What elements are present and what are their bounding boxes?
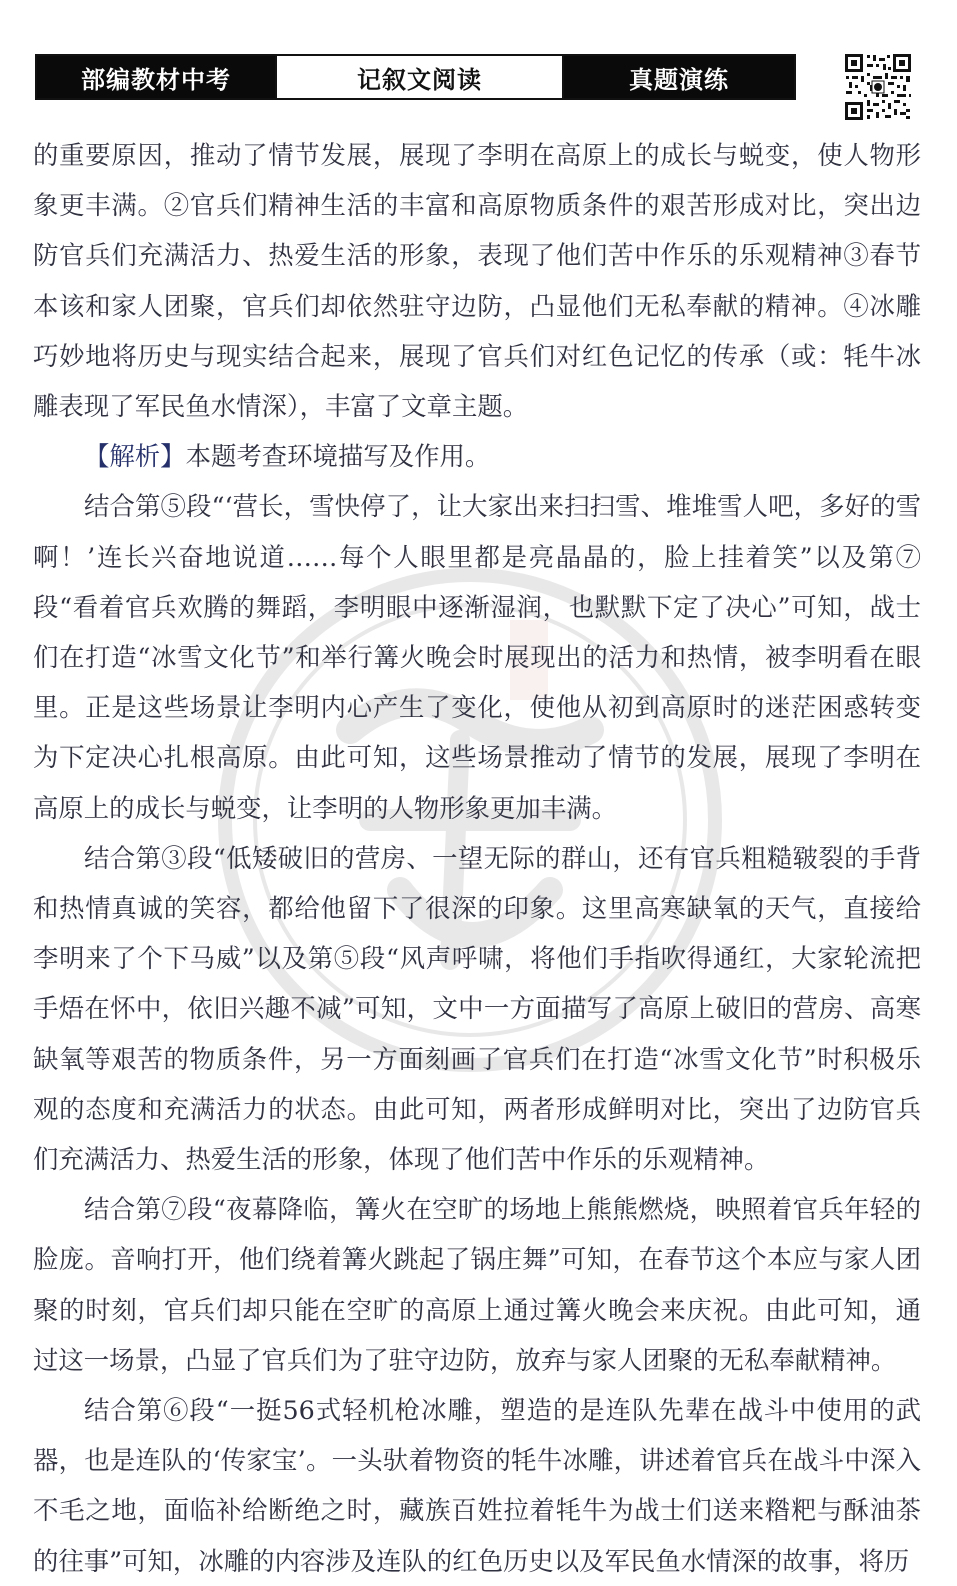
header-center-label: 记叙文阅读 (275, 56, 564, 98)
analysis-paragraph-1: 结合第⑤段“‘营长，雪快停了，让大家出来扫扫雪、堆堆雪人吧，多好的雪啊！’连长兴奋地说道……每个人眼里都是亮晶晶的，脸上挂着笑”以及第⑦段“看着官兵欢腾的舞蹈，李明眼中逐渐湿润，也默默下定了决心”可知，战士们在打造“冰雪文化节”和举行篝火晚会时展现出的活力和热情，被李明看在眼里。正是这些场景让李明内心产生了变化，使他从初到高原时的迷茫困惑转变为下定决心扎根高原。由此可知，这些场景推动了情节的发展，展现了李明在高原上的成长与蜕变，让李明的人物形象更加丰满。 (33, 491, 921, 823)
analysis-paragraph-2: 结合第③段“低矮破旧的营房、一望无际的群山，还有官兵粗糙皲裂的手背和热情真诚的笑容，都给他留下了很深的印象。这里高寒缺氧的天气，直接给李明来了个下马威”以及第⑤段“风声呼啸，将他们手指吹得通红，大家轮流把手焐在怀中，依旧兴趣不减”可知，文中一方面描写了高原上破旧的营房、高寒缺氧等艰苦的物质条件，另一方面刻画了官兵们在打造“冰雪文化节”时积极乐观的态度和充满活力的状态。由此可知，两者形成鲜明对比，突出了边防官兵们充满活力、热爱生活的形象，体现了他们苦中作乐的乐观精神。 (33, 842, 921, 1175)
header-right-label: 真题演练 (564, 56, 794, 98)
header-bar (35, 54, 796, 100)
answer-paragraph: 的重要原因，推动了情节发展，展现了李明在高原上的成长与蜕变，使人物形象更丰满。②官兵们精神生活的丰富和高原物质条件的艰苦形成对比，突出边防官兵们充满活力、热爱生活的形象，表现了他们苦中作乐的乐观精神③春节本该和家人团聚，官兵们却依然驻守边防，凸显他们无私奉献的精神。④冰雕巧妙地将历史与现实结合起来，展现了官兵们对红色记忆的传承（或：牦牛冰雕表现了军民鱼水情深），丰富了文章主题。 (33, 140, 921, 422)
analysis-paragraph-3: 结合第⑦段“夜幕降临，篝火在空旷的场地上熊熊燃烧，映照着官兵年轻的脸庞。音响打开，他们绕着篝火跳起了锅庄舞”可知，在春节这个本应与家人团聚的时刻，官兵们却只能在空旷的高原上通过篝火晚会来庆祝。由此可知，通过这一场景，凸显了官兵们为了驻守边防，放弃与家人团聚的无私奉献精神。 (33, 1194, 921, 1375)
qr-code-icon (843, 52, 913, 122)
article-body (33, 130, 921, 1586)
header-left-label: 部编教材中考 (37, 56, 275, 98)
analysis-label: 【解析】 (84, 441, 186, 472)
analysis-intro-text: 本题考查环境描写及作用。 (185, 441, 491, 472)
analysis-paragraph-4: 结合第⑥段“一挺56式轻机枪冰雕，塑造的是连队先辈在战斗中使用的武器，也是连队的‘传家宝’。一头驮着物资的牦牛冰雕，讲述着官兵在战斗中深入不毛之地，面临补给断绝之时，藏族百姓拉着牦牛为战士们送来糌粑与酥油茶的往事”可知，冰雕的内容涉及连队的红色历史以及军民鱼水情深的故事，将历 (33, 1395, 921, 1576)
analysis-intro (33, 431, 921, 481)
